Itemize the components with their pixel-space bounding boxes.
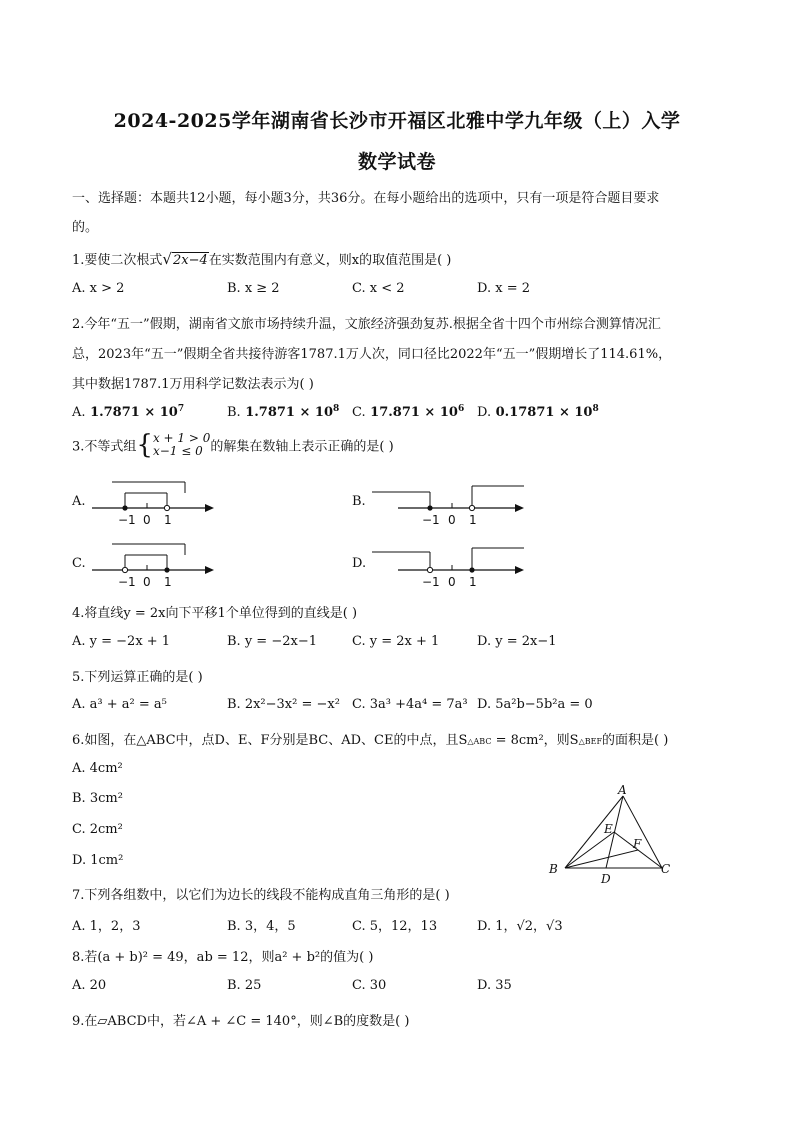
q7-option-c[interactable]: C. 5，12，13 [352,919,438,934]
q7-option-a[interactable]: A. 1，2，3 [72,919,141,934]
section-heading: 一、选择题：本题共12小题，每小题3分，共36分。在每小题给出的选项中，只有一项是符合题目要求 [72,191,660,206]
tick-label-neg1: −1 [118,575,136,588]
q8-option-b[interactable]: B. 25 [227,978,262,993]
question-4: 4.将直线y = 2x向下平移1个单位得到的直线是( ) [72,606,358,621]
question-2-line3: 其中数据1787.1万用科学记数法表示为( ) [72,377,314,392]
q1-option-d[interactable]: D. x = 2 [477,281,530,296]
q7-options [72,915,732,933]
question-2-line1: 2.今年“五一”假期，湖南省文旅市场持续升温，文旅经济强劲复苏.根据全省十四个市州综合测算情况汇 [72,317,661,332]
q2-option-b-base: 1.7871 × 10 [245,405,334,420]
tick-label-0: 0 [143,575,151,588]
q1-radicand: 2x−4 [172,253,208,268]
tick-label-1: 1 [469,575,477,588]
q6-stem-post: 的面积是( ) [602,733,669,748]
q8-option-d[interactable]: D. 35 [477,978,512,993]
label-c: C [661,862,671,876]
open-point-neg1 [122,567,127,572]
label-b: B [549,862,558,876]
q3-option-a-letter[interactable]: A. [72,494,86,509]
q1-option-c[interactable]: C. x < 2 [352,281,405,296]
label-f: F [633,837,642,851]
triangle-figure [540,782,680,890]
section-heading-cont: 的。 [72,220,99,235]
q5-option-c[interactable]: C. 3a³ +4a⁴ = 7a³ [352,697,468,712]
label-a: A [618,783,627,797]
q5-option-a[interactable]: A. a³ + a² = a⁵ [72,697,167,712]
q4-option-c[interactable]: C. y = 2x + 1 [352,634,440,649]
q2-option-a[interactable] [72,405,184,420]
q1-stem-pre: 1.要使二次根式 [72,253,163,268]
tick-label-1: 1 [164,513,172,526]
q2-option-a-letter: A. [72,405,86,420]
q3-option-c-letter[interactable]: C. [72,556,86,571]
q6-option-d[interactable]: D. 1cm² [72,853,124,868]
q2-option-d-exp: 8 [592,404,599,414]
number-line-d[interactable] [368,542,533,588]
q8-option-a[interactable]: A. 20 [72,978,107,993]
exam-title-line1: 2024-2025学年湖南省长沙市开福区北雅中学九年级（上）入学 [113,110,681,132]
number-line-a[interactable] [88,476,218,526]
closed-point-neg1 [427,505,432,510]
label-d: D [601,872,611,886]
q1-option-a[interactable]: A. x > 2 [72,281,125,296]
question-5: 5.下列运算正确的是( ) [72,670,203,685]
q6-sub-bef: △BEF [578,737,603,746]
inequality-2: x−1 ≤ 0 [152,444,203,458]
q8-option-c[interactable]: C. 30 [352,978,387,993]
q2-option-c-exp: 6 [457,404,465,414]
side-ac [623,796,662,868]
brace-glyph: { [136,430,153,460]
q2-option-d-letter: D. [477,405,492,420]
q3-option-d-letter[interactable]: D. [352,556,367,571]
axis-arrow [205,566,214,574]
q5-option-d[interactable]: D. 5a²b−5b²a = 0 [477,697,593,712]
q6-stem-mid: = 8cm²，则S [491,733,579,748]
q2-option-c-letter: C. [352,405,366,420]
q6-option-b[interactable]: B. 3cm² [72,791,123,806]
tick-label-0: 0 [448,513,456,526]
open-point-1 [469,505,474,510]
exam-title-line2: 数学试卷 [357,151,436,173]
label-e: E [604,822,613,836]
q2-option-c-base: 17.871 × 10 [370,405,458,420]
closed-point-neg1 [122,505,127,510]
q6-stem-pre: 6.如图，在△ABC中，点D、E、F分别是BC、AD、CE的中点，且S [72,733,468,748]
question-9: 9.在▱ABCD中，若∠A + ∠C = 140°，则∠B的度数是( ) [72,1014,410,1029]
sqrt-sign: √ [162,250,172,268]
tick-label-1: 1 [164,575,172,588]
axis-arrow [515,504,524,512]
question-7: 7.下列各组数中，以它们为边长的线段不能构成直角三角形的是( ) [72,888,450,903]
open-point-neg1 [427,567,432,572]
tick-label-0: 0 [448,575,456,588]
number-line-b[interactable] [368,480,533,526]
inequality-1: x + 1 > 0 [152,431,211,445]
q7-option-d[interactable]: D. 1，√2，√3 [477,919,563,934]
inequality-system [153,432,210,458]
q6-option-a[interactable]: A. 4cm² [72,761,123,776]
q1-options [72,281,732,299]
closed-point-1 [164,567,169,572]
q5-option-b[interactable]: B. 2x²−3x² = −x² [227,697,340,712]
q3-stem-pre: 3.不等式组 [72,439,137,455]
q4-option-a[interactable]: A. y = −2x + 1 [72,634,171,649]
q2-option-b[interactable] [227,405,339,420]
question-3 [72,432,394,458]
q2-option-d[interactable] [477,405,599,420]
q4-options [72,634,732,652]
q7-option-b[interactable]: B. 3，4，5 [227,919,296,934]
tick-label-1: 1 [469,513,477,526]
number-line-c[interactable] [88,538,218,588]
question-1 [72,249,451,268]
q2-options [72,405,732,423]
tick-label-0: 0 [143,513,151,526]
q2-option-b-letter: B. [227,405,241,420]
q2-option-c[interactable] [352,405,464,420]
tick-label-neg1: −1 [118,513,136,526]
question-2-line2: 总，2023年“五一”假期全省共接待游客1787.1万人次，同口径比2022年“五一”假期增长了114.61%， [72,347,672,362]
q4-option-b[interactable]: B. y = −2x−1 [227,634,317,649]
q2-option-d-base: 0.17871 × 10 [495,405,593,420]
q1-option-b[interactable]: B. x ≥ 2 [227,281,280,296]
q2-option-a-exp: 7 [177,404,185,414]
q5-options [72,697,732,715]
q4-option-d[interactable]: D. y = 2x−1 [477,634,557,649]
q2-option-a-base: 1.7871 × 10 [90,405,178,420]
closed-point-1 [469,567,474,572]
q2-option-b-exp: 8 [333,404,340,414]
open-point-1 [164,505,169,510]
q3-option-b-letter[interactable]: B. [352,494,366,509]
q1-stem-post: 在实数范围内有意义，则x的取值范围是( ) [208,253,452,268]
tick-label-neg1: −1 [422,513,440,526]
question-6 [72,729,668,748]
question-8: 8.若(a + b)² = 49，ab = 12，则a² + b²的值为( ) [72,950,374,965]
axis-arrow [515,566,524,574]
segment-bf [565,850,638,868]
q6-sub-abc: △ABC [467,737,492,746]
axis-arrow [205,504,214,512]
q8-options [72,978,732,996]
q6-option-c[interactable]: C. 2cm² [72,822,123,837]
q3-stem-post: 的解集在数轴上表示正确的是( ) [210,439,394,455]
tick-label-neg1: −1 [422,575,440,588]
